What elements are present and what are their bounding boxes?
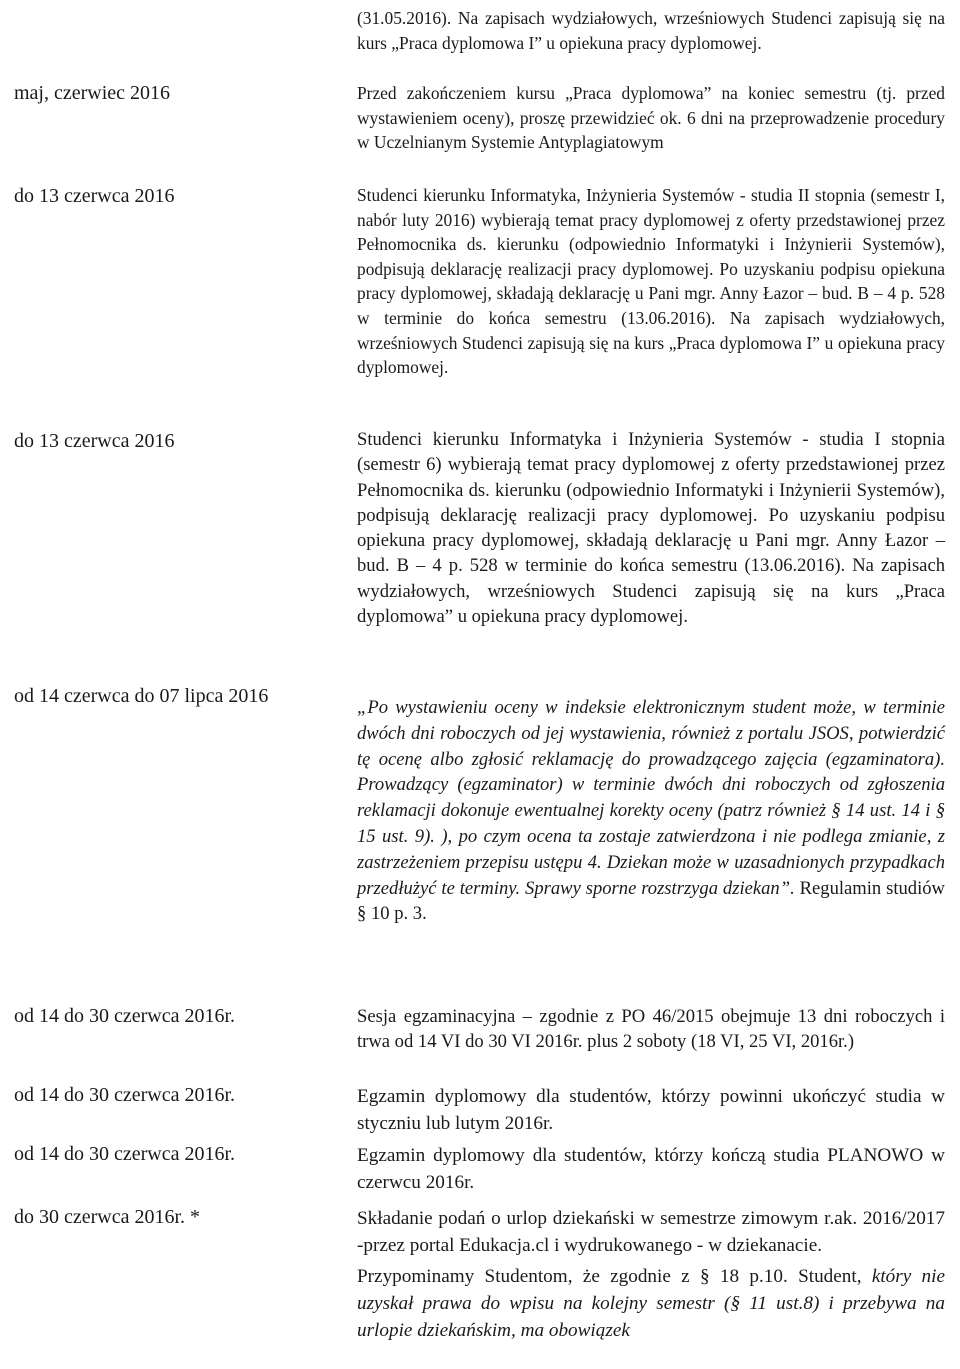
schedule-description: (31.05.2016). Na zapisach wydziałowych, wrześniowych Studenci zapisują się na kurs „Praca dyplomowa I” u opiekuna pracy dyplomowej. xyxy=(357,8,945,53)
regulation-quote: „Po wystawieniu oceny w indeksie elektronicznym student może, w terminie dwóch dni roboczych od jej wystawienia, również z portalu JSOS, potwierdzić tę ocenę albo zgłosić reklamację do prowadzącego zajęcia (egzaminatora). Prowadzący (egzaminator) w terminie dwóch dni roboczych od zgłoszenia reklamacji dokonuje ewentualnej korekty oceny (patrz również § 14 ust. 14 i § 15 ust. 9). ), po czym ocena ta zostaje zatwierdzona i nie podlega zmianie, z zastrzeżeniem przepisu ustępu 4. Dziekan może w uzasadnionych przypadkach przedłużyć te terminy. Sprawy sporne rozstrzyga dziekan”. xyxy=(357,697,945,899)
schedule-date: do 13 czerwca 2016 xyxy=(14,185,175,207)
schedule-date: od 14 czerwca do 07 lipca 2016 xyxy=(14,685,269,707)
schedule-description: Studenci kierunku Informatyka i Inżynieria Systemów - studia I stopnia (semestr 6) wybierają temat pracy dyplomowej z oferty przedstawionej przez Pełnomocnika ds. kierunku (odpowiednio Informatyki i Inżynierii Systemów), podpisują deklarację realizacji pracy dyplomowej. Po uzyskaniu podpisu opiekuna pracy dyplomowej, składają deklarację u Pani mgr. Anny Łazor – bud. B – 4 p. 528 w terminie do końca semestru (13.06.2016). Na zapisach wydziałowych, wrześniowych Studenci zapisują się na kurs „Praca dyplomowa” u opiekuna pracy dyplomowej. xyxy=(357,429,945,628)
schedule-description xyxy=(357,695,945,927)
schedule-date: od 14 do 30 czerwca 2016r. xyxy=(14,1005,236,1027)
schedule-description: Sesja egzaminacyjna – zgodnie z PO 46/2015 obejmuje 13 dni roboczych i trwa od 14 VI do 30 VI 2016r. plus 2 soboty (18 VI, 25 VI, 2016r.) xyxy=(357,1006,945,1053)
schedule-date: od 14 do 30 czerwca 2016r. xyxy=(14,1143,236,1165)
schedule-description: Egzamin dyplomowy dla studentów, którzy powinni ukończyć studia w styczniu lub lutym 2016r. xyxy=(357,1086,945,1134)
reminder-text xyxy=(357,1263,945,1344)
schedule-description: Studenci kierunku Informatyka, Inżynieria Systemów - studia II stopnia (semestr I, nabór luty 2016) wybierają temat pracy dyplomowej z oferty przedstawionej przez Pełnomocnika ds. kierunku (odpowiednio Informatyki i Inżynierii Systemów), podpisują deklarację realizacji pracy dyplomowej. Po uzyskaniu podpisu opiekuna pracy dyplomowej, składają deklarację u Pani mgr. Anny Łazor – bud. B – 4 p. 528 w terminie do końca semestru (13.06.2016). Na zapisach wydziałowych, wrześniowych Studenci zapisują się na kurs „Praca dyplomowa I” u opiekuna pracy dyplomowej. xyxy=(357,185,945,378)
reminder-italic: który nie uzyskał prawa do wpisu na kolejny semestr (§ 11 ust.8) i przebywa na urlopie dziekańskim, ma obowiązek xyxy=(357,1266,945,1341)
schedule-date: maj, czerwiec 2016 xyxy=(14,82,171,104)
regulation-reference: Regulamin studiów § 10 p. 3. xyxy=(357,877,945,925)
reminder-lead: Przypominamy Studentom, że zgodnie z § 18 p.10. Student, xyxy=(357,1266,862,1287)
leave-application-text: Składanie podań o urlop dziekański w semestrze zimowym r.ak. 2016/2017 -przez portal Edukacja.cl i wydrukowanego - w dziekanacie. xyxy=(357,1208,945,1256)
schedule-date: od 14 do 30 czerwca 2016r. xyxy=(14,1084,236,1106)
schedule-description xyxy=(357,1205,945,1344)
schedule-description: Przed zakończeniem kursu „Praca dyplomowa” na koniec semestru (tj. przed wystawieniem oceny), proszę przewidzieć ok. 6 dni na przeprowadzenie procedury w Uczelnianym Systemie Antyplagiatowym xyxy=(357,83,945,153)
schedule-date: do 30 czerwca 2016r. * xyxy=(14,1206,201,1228)
schedule-description: Egzamin dyplomowy dla studentów, którzy kończą studia PLANOWO w czerwcu 2016r. xyxy=(357,1145,945,1193)
schedule-date: do 13 czerwca 2016 xyxy=(14,430,175,452)
